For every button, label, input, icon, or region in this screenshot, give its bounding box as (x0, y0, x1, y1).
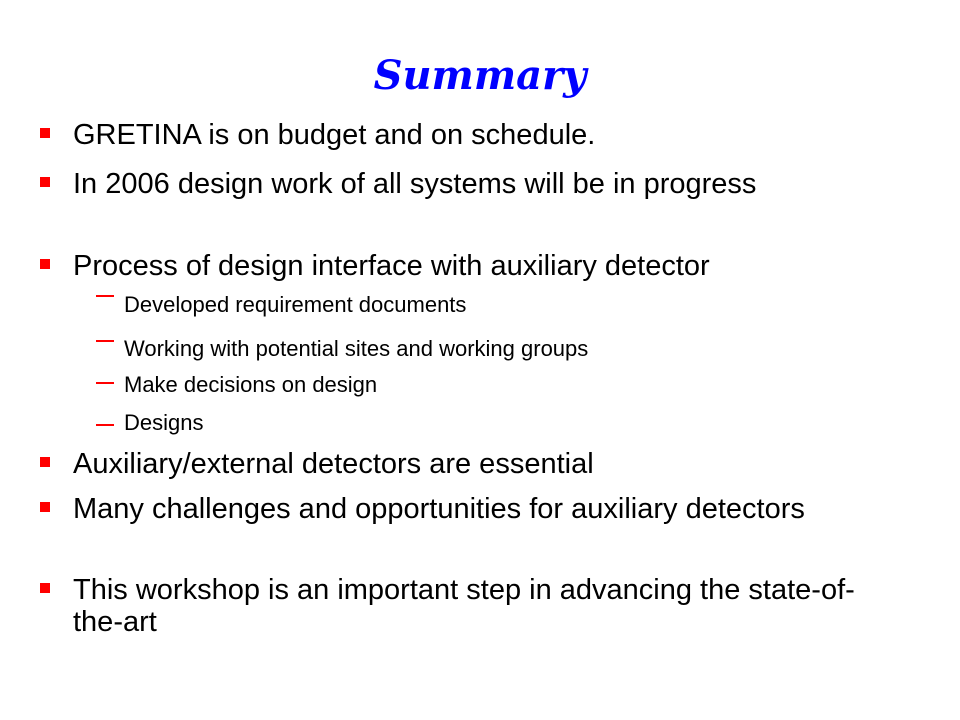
sub-bullet-item: Designs (124, 410, 204, 435)
bullet-item: Process of design interface with auxiliary detector (73, 250, 710, 282)
bullet-item: In 2006 design work of all systems will be in progress (73, 168, 757, 200)
slide-title: Summary (373, 52, 587, 99)
square-bullet-icon (40, 259, 50, 269)
square-bullet-icon (40, 502, 50, 512)
sub-bullet-item: Working with potential sites and working groups (124, 336, 589, 361)
square-bullet-icon (40, 457, 50, 467)
bullet-item: Auxiliary/external detectors are essential (73, 448, 594, 480)
square-bullet-icon (40, 128, 50, 138)
dash-bullet-icon (96, 424, 114, 426)
sub-bullet-item: Make decisions on design (124, 372, 378, 397)
bullet-item: Many challenges and opportunities for auxiliary detectors (73, 493, 805, 525)
dash-bullet-icon (96, 340, 114, 342)
square-bullet-icon (40, 177, 50, 187)
square-bullet-icon (40, 583, 50, 593)
dash-bullet-icon (96, 295, 114, 297)
bullet-item: GRETINA is on budget and on schedule. (73, 119, 596, 151)
sub-bullet-item: Developed requirement documents (124, 292, 467, 317)
bullet-item: This workshop is an important step in advancing the state-of-the-art (73, 574, 855, 638)
dash-bullet-icon (96, 382, 114, 384)
